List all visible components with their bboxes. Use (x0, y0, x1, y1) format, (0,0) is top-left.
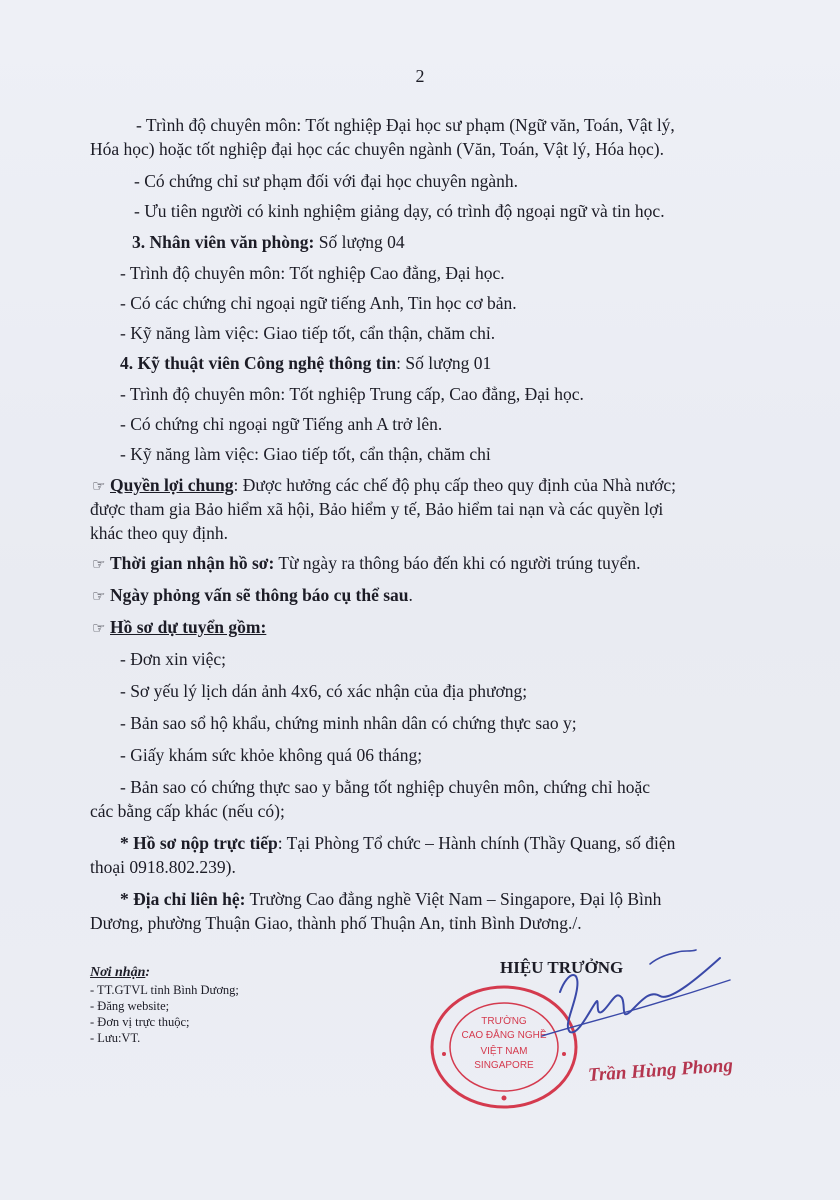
interview-text: . (408, 585, 413, 605)
benefits-line-2: được tham gia Bảo hiểm xã hội, Bảo hiểm y tế, Bảo hiểm tai nạn và các quyền lợi (90, 499, 664, 519)
contact-line-2: Dương, phường Thuận Giao, thành phố Thuận An, tỉnh Bình Dương./. (90, 913, 582, 933)
it-tech-item: - Kỹ năng làm việc: Giao tiếp tốt, cẩn thận, chăm chỉ (120, 444, 491, 464)
recipient-item: - Lưu:VT. (90, 1031, 141, 1045)
dossier-item: - Đơn xin việc; (120, 649, 226, 669)
it-tech-item: - Có chứng chỉ ngoại ngữ Tiếng anh A trở lên. (120, 414, 443, 434)
submit-text: : Tại Phòng Tổ chức – Hành chính (Thầy Quang, số điện (277, 833, 676, 853)
dossier-item-continued: các bằng cấp khác (nếu có); (90, 801, 285, 821)
pointing-hand-icon: ☞ (92, 557, 106, 573)
it-tech-item: - Trình độ chuyên môn: Tốt nghiệp Trung cấp, Cao đẳng, Đại học. (120, 384, 584, 404)
teacher-certificate: - Có chứng chỉ sư phạm đối với đại học chuyên ngành. (134, 171, 518, 191)
pointing-hand-icon: ☞ (92, 589, 106, 605)
interview-notice (92, 584, 413, 608)
recipient-item: - Đơn vị trực thuộc; (90, 1015, 190, 1029)
receive-time (92, 552, 640, 576)
dossier-item: - Giấy khám sức khỏe không quá 06 tháng; (120, 745, 423, 765)
submit-line-2: thoại 0918.802.239). (90, 857, 236, 877)
office-staff-quantity: Số lượng 04 (314, 232, 405, 252)
it-tech-title: 4. Kỹ thuật viên Công nghệ thông tin (120, 353, 397, 373)
office-staff-heading (132, 231, 405, 253)
seal-inner-line: SINGAPORE (474, 1060, 534, 1071)
pointing-hand-icon: ☞ (92, 479, 106, 495)
receive-time-text: Từ ngày ra thông báo đến khi có người trúng tuyển. (274, 553, 641, 573)
seal-inner-line: VIỆT NAM (480, 1046, 528, 1057)
recipients-title: Nơi nhận (90, 965, 146, 980)
office-staff-item: - Có các chứng chỉ ngoại ngữ tiếng Anh, Tin học cơ bản. (120, 293, 517, 313)
recipient-item: - TT.GTVL tỉnh Bình Dương; (90, 983, 239, 997)
submit-line-1 (120, 832, 675, 854)
dossier-item: - Bản sao có chứng thực sao y bằng tốt nghiệp chuyên môn, chứng chỉ hoặc (120, 777, 650, 797)
submit-label: * Hồ sơ nộp trực tiếp (120, 833, 278, 853)
dossier-label: Hồ sơ dự tuyển gồm: (110, 617, 267, 637)
benefits-line-1 (92, 474, 676, 498)
office-staff-title: 3. Nhân viên văn phòng: (132, 232, 315, 252)
contact-line-1 (120, 888, 661, 910)
pointing-hand-icon: ☞ (92, 621, 106, 637)
teacher-priority: - Ưu tiên người có kinh nghiệm giảng dạy, có trình độ ngoại ngữ và tin học. (134, 201, 665, 221)
contact-text: Trường Cao đẳng nghề Việt Nam – Singapore, Đại lộ Bình (245, 889, 662, 909)
dossier-item: - Sơ yếu lý lịch dán ảnh 4x6, có xác nhận của địa phương; (120, 681, 528, 701)
seal-inner-line: CAO ĐẲNG NGHỀ (461, 1030, 547, 1041)
recipient-item: - Đăng website; (90, 999, 170, 1013)
benefits-line-3: khác theo quy định. (90, 523, 229, 543)
teacher-qualification-line-2: Hóa học) hoặc tốt nghiệp đại học các chuyên ngành (Văn, Toán, Vật lý, Hóa học). (90, 139, 664, 159)
page-number: 2 (415, 66, 425, 86)
contact-label: * Địa chỉ liên hệ: (120, 889, 246, 909)
benefits-label: Quyền lợi chung (110, 475, 234, 495)
receive-time-label: Thời gian nhận hồ sơ: (110, 553, 275, 573)
interview-label: Ngày phỏng vấn sẽ thông báo cụ thể sau (110, 585, 409, 605)
dossier-item: - Bản sao sổ hộ khẩu, chứng minh nhân dân có chứng thực sao y; (120, 713, 577, 733)
teacher-qualification-line-1: - Trình độ chuyên môn: Tốt nghiệp Đại học sư phạm (Ngữ văn, Toán, Vật lý, (136, 115, 675, 135)
principal-title: HIỆU TRƯỞNG (500, 958, 624, 977)
seal-inner-line: TRƯỜNG (481, 1016, 527, 1027)
principal-name: Trần Hùng Phong (587, 1054, 734, 1087)
office-staff-item: - Trình độ chuyên môn: Tốt nghiệp Cao đẳng, Đại học. (120, 263, 505, 283)
recipients-heading: Nơi nhận: (90, 965, 151, 980)
handwritten-signature (520, 940, 740, 1050)
it-tech-quantity: : Số lượng 01 (396, 353, 492, 373)
office-staff-item: - Kỹ năng làm việc: Giao tiếp tốt, cẩn thận, chăm chỉ. (120, 323, 496, 343)
benefits-text: : Được hưởng các chế độ phụ cấp theo quy định của Nhà nước; (233, 475, 677, 495)
dossier-heading (92, 616, 266, 640)
it-tech-heading (120, 352, 491, 374)
